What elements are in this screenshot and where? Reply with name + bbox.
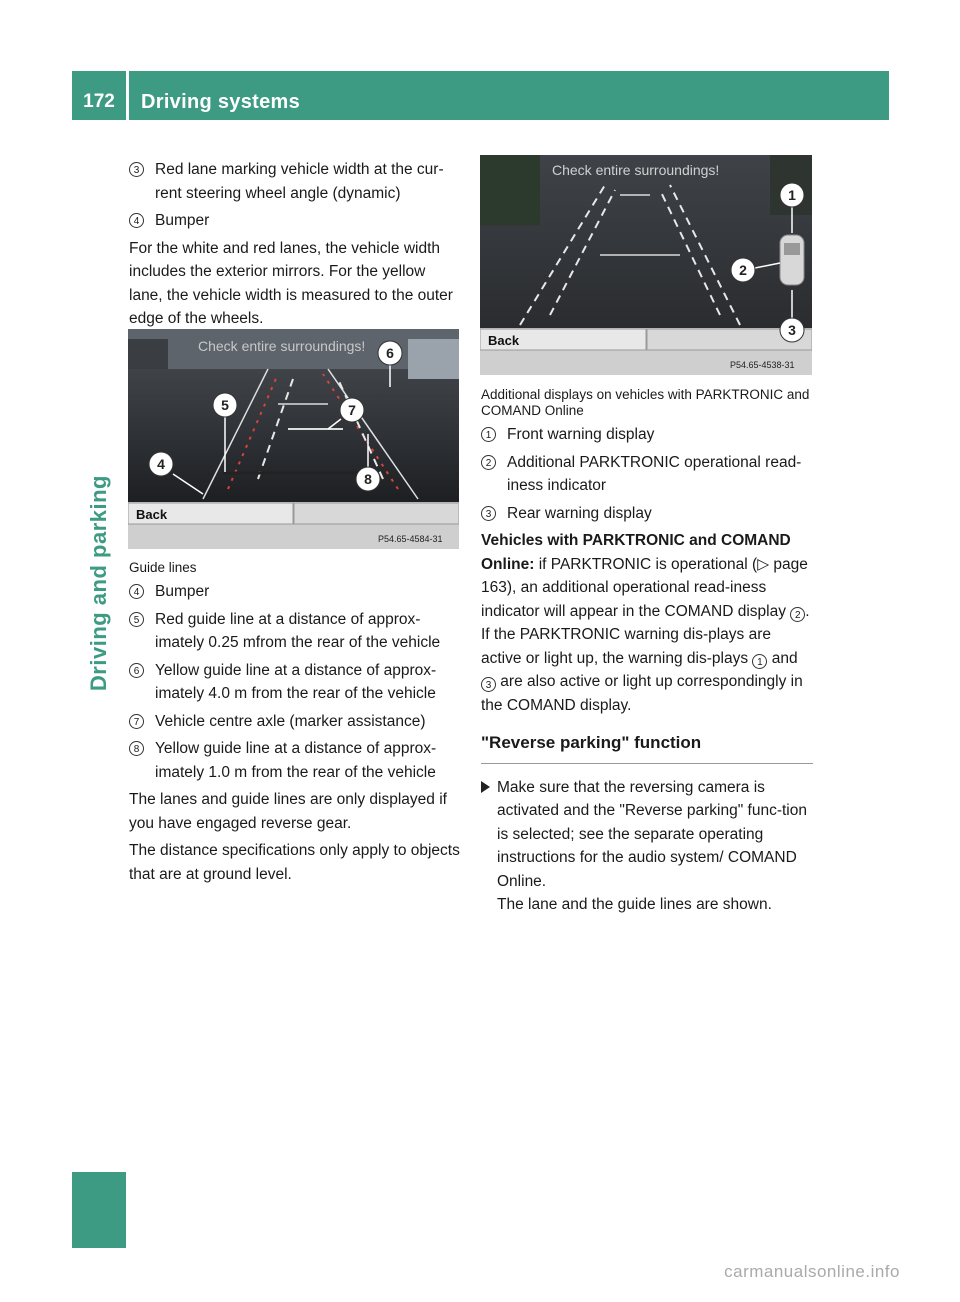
page-number: 172 <box>83 91 115 112</box>
callout-number: 8 <box>129 741 144 756</box>
overlay-warning-text: Check entire surroundings! <box>552 162 720 178</box>
header-separator <box>126 71 129 120</box>
paragraph-text: if PARKTRONIC is operational ( <box>534 555 758 573</box>
svg-text:8: 8 <box>364 471 372 487</box>
section-title: "Reverse parking" function <box>481 731 813 764</box>
list-item <box>129 659 461 706</box>
list-item <box>129 158 459 205</box>
paragraph <box>481 529 813 717</box>
callout-number: 2 <box>481 455 496 470</box>
svg-text:7: 7 <box>348 402 356 418</box>
figure-code: P54.65-4538-31 <box>730 360 795 370</box>
svg-text:3: 3 <box>788 322 796 338</box>
list-item-text: Additional PARKTRONIC operational read-iness indicator <box>507 453 802 494</box>
callout-number: 3 <box>129 162 144 177</box>
side-tab-label: Driving and parking <box>86 475 111 692</box>
figure-caption: Additional displays on vehicles with PARKTRONIC and COMAND Online <box>481 387 810 418</box>
list-item <box>129 737 461 784</box>
back-button-label: Back <box>136 507 168 522</box>
instruction-step <box>481 776 813 917</box>
list-item <box>129 710 461 734</box>
list-item <box>129 580 461 604</box>
parktronic-figure <box>480 155 812 375</box>
list-item <box>481 451 813 498</box>
paragraph-text: . If the PARKTRONIC warning dis-plays are active or light up, the warning dis-plays <box>481 602 810 667</box>
list-item <box>481 502 813 526</box>
list-item <box>129 209 459 233</box>
left-column-lower <box>129 560 461 890</box>
callout-number: 1 <box>752 654 767 669</box>
list-item <box>481 423 813 447</box>
list-item-text: Bumper <box>155 212 210 229</box>
svg-text:6: 6 <box>386 345 394 361</box>
list-item-text: Yellow guide line at a distance of approx-imately 4.0 m from the rear of the vehicle <box>155 661 437 702</box>
step-arrow-icon <box>481 781 490 793</box>
step-text: Make sure that the reversing camera is activated and the "Reverse parking" func-tion is selected; see the separate operating instructions for the audio system/ COMAND Online. <box>497 778 807 890</box>
list-item-text: Red guide line at a distance of approx-imately 0.25 mfrom the rear of the vehicle <box>155 610 441 651</box>
callout-number: 3 <box>481 677 496 692</box>
watermark: carmanualsonline.info <box>724 1262 900 1281</box>
paragraph: The distance specifications only apply to objects that are at ground level. <box>129 842 460 883</box>
paragraph-text: are also active or light up correspondingly in the COMAND display. <box>481 673 803 714</box>
figure-caption: Guide lines <box>129 560 197 575</box>
callout-number: 4 <box>129 213 144 228</box>
svg-text:5: 5 <box>221 397 229 413</box>
right-column <box>481 387 813 917</box>
svg-text:1: 1 <box>788 187 796 203</box>
side-tab-marker <box>72 1172 126 1248</box>
list-item-text: Front warning display <box>507 426 655 443</box>
figure-code: P54.65-4584-31 <box>378 534 443 544</box>
page-ref-arrow-icon: ▷ <box>757 555 770 573</box>
paragraph-text: page 163), an additional operational read-iness indicator will appear in the COMAND display <box>481 555 808 620</box>
callout-number: 1 <box>481 427 496 442</box>
svg-text:2: 2 <box>739 262 747 278</box>
paragraph-text: and <box>767 649 798 667</box>
callout-number: 2 <box>790 607 805 622</box>
back-button-label: Back <box>488 333 520 348</box>
camera-view-image <box>480 155 812 375</box>
callout-number: 6 <box>129 663 144 678</box>
step-result: The lane and the guide lines are shown. <box>497 896 772 913</box>
guide-lines-figure <box>128 329 459 549</box>
paragraph: The lanes and guide lines are only displayed if you have engaged reverse gear. <box>129 791 447 832</box>
camera-view-image <box>128 329 459 549</box>
svg-text:4: 4 <box>157 456 165 472</box>
page-title: Driving systems <box>141 91 301 113</box>
list-item-text: Red lane marking vehicle width at the cur-rent steering wheel angle (dynamic) <box>155 161 444 202</box>
callout-number: 7 <box>129 714 144 729</box>
paragraph: For the white and red lanes, the vehicle width includes the exterior mirrors. For the yellow lane, the vehicle width is measured to the outer edge of the wheels. <box>129 239 453 327</box>
list-item-text: Yellow guide line at a distance of approx-imately 1.0 m from the rear of the vehicle <box>155 740 437 781</box>
left-column <box>129 158 459 335</box>
callout-number: 4 <box>129 584 144 599</box>
callout-number: 3 <box>481 506 496 521</box>
overlay-warning-text: Check entire surroundings! <box>198 338 366 354</box>
callout-number: 5 <box>129 612 144 627</box>
list-item <box>129 608 461 655</box>
paragraph-lead: Vehicles with PARKTRONIC and COMAND Online: <box>481 532 791 573</box>
list-item-text: Rear warning display <box>507 504 652 522</box>
list-item-text: Vehicle centre axle (marker assistance) <box>155 712 426 730</box>
list-item-text: Bumper <box>155 583 210 600</box>
side-tab <box>84 475 114 692</box>
